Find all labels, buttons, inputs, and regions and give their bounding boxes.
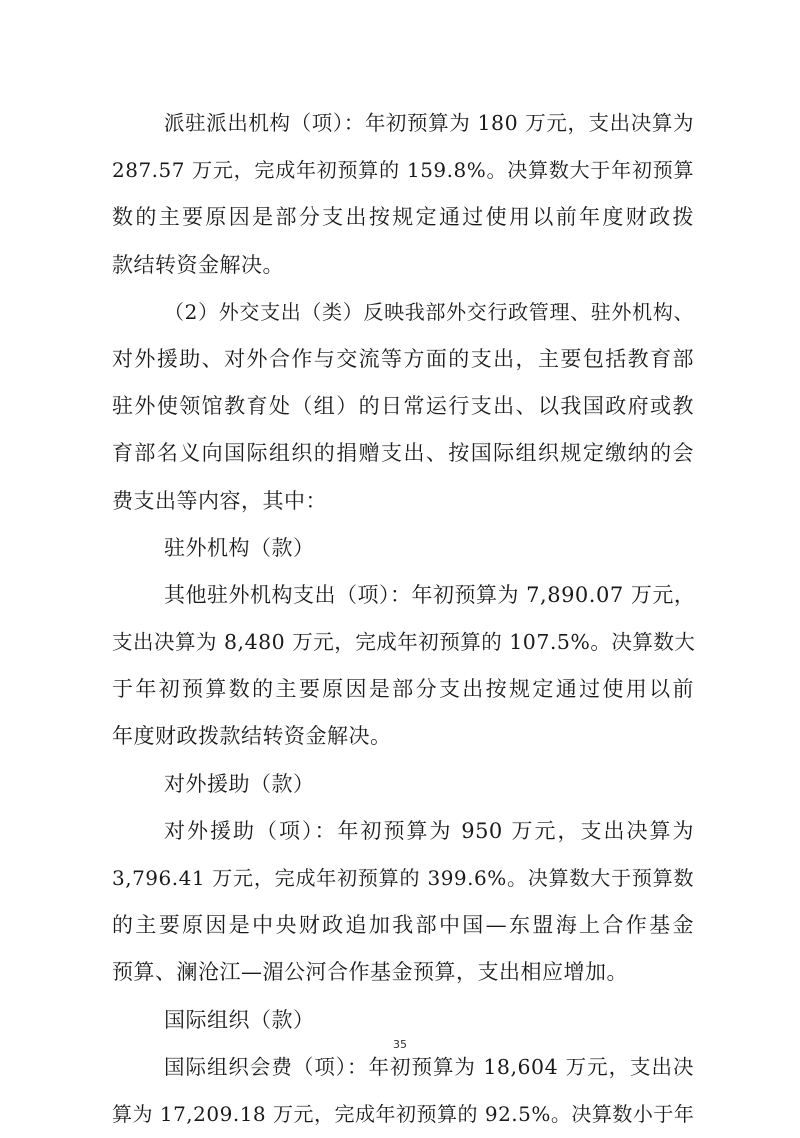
text-line: 3,796.41 万元，完成年初预算的 399.6%。决算数大于预算数	[112, 866, 694, 890]
text-line: 于年初预算数的主要原因是部分支出按规定通过使用以前	[112, 677, 694, 702]
text-line: 育部名义向国际组织的捐赠支出、按国际组织规定缴纳的会	[112, 441, 694, 466]
text-line: 派驻派出机构（项）：年初预算为 180 万元，支出决算为	[164, 111, 694, 135]
subheading: 国际组织（款）	[164, 1007, 315, 1032]
text-line: 的主要原因是中央财政追加我部中国—东盟海上合作基金	[112, 913, 694, 938]
text-line: 对外援助、对外合作与交流等方面的支出，主要包括教育部	[112, 346, 694, 371]
text-line: 287.57 万元，完成年初预算的 159.8%。决算数大于年初预算	[112, 158, 694, 183]
text-line: 国际组织会费（项）：年初预算为 18,604 万元，支出决	[164, 1054, 694, 1079]
text-line: 驻外使领馆教育处（组）的日常运行支出、以我国政府或教	[112, 394, 694, 419]
document-body	[112, 100, 694, 1138]
text-line: 年度财政拨款结转资金解决。	[112, 724, 392, 749]
text-line: 支出决算为 8,480 万元，完成年初预算的 107.5%。决算数大	[112, 630, 696, 655]
text-line: 对外援助（项）：年初预算为 950 万元，支出决算为	[164, 818, 694, 843]
page-number: 35	[393, 1038, 407, 1051]
text-line: 款结转资金解决。	[112, 252, 284, 277]
section-heading-line: （2）外交支出（类）反映我部外交行政管理、驻外机构、	[164, 299, 694, 324]
text-line: 费支出等内容，其中：	[112, 488, 327, 513]
text-line: 算为 17,209.18 万元，完成年初预算的 92.5%。决算数小于年	[112, 1101, 695, 1126]
text-line: 其他驻外机构支出（项）：年初预算为 7,890.07 万元，	[164, 582, 696, 607]
text-line: 数的主要原因是部分支出按规定通过使用以前年度财政拨	[112, 205, 694, 230]
subheading: 驻外机构（款）	[164, 535, 315, 560]
subheading: 对外援助（款）	[164, 771, 315, 796]
text-line: 预算、澜沧江—湄公河合作基金预算，支出相应增加。	[112, 960, 628, 985]
